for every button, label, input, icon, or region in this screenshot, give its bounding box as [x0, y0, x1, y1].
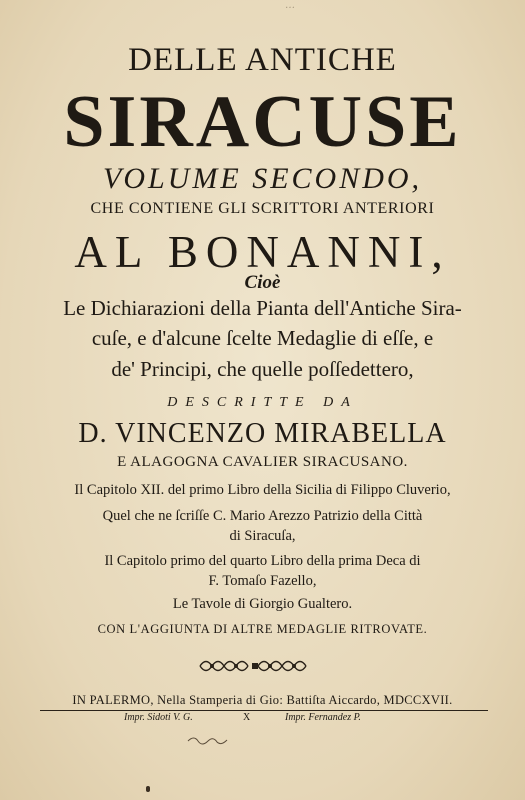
printer-ornament: [196, 655, 316, 677]
handwritten-note: …: [285, 0, 295, 11]
contains-line: CHE CONTIENE GLI SCRITTORI ANTERIORI: [90, 200, 435, 217]
contents-item: Il Capitolo primo del quarto Libro della prima Deca di: [104, 553, 421, 569]
description-line-3: de' Principi, che quelle poſſedettero,: [111, 357, 414, 381]
main-title: SIRACUSE: [63, 81, 462, 163]
permission-left: Impr. Sidoti V. G.: [124, 712, 193, 723]
cioe-line: Cioè: [244, 272, 281, 293]
contents-item: Quel che ne ſcriſſe C. Mario Arezzo Patrizio della Città: [102, 508, 423, 524]
contents-item: Le Tavole di Giorgio Gualtero.: [172, 596, 353, 612]
addition-line: CON L'AGGIUNTA DI ALTRE MEDAGLIE RITROVATE.: [97, 622, 428, 636]
contents-item: di Siracuſa,: [229, 528, 296, 544]
description-line-1: Le Dichiarazioni della Pianta dell'Antiche Sira-: [63, 296, 462, 320]
permission-right: Impr. Fernandez P.: [285, 712, 361, 723]
author-subtitle: E ALAGOGNA CAVALIER SIRACUSANO.: [117, 454, 408, 470]
author-name: D. VINCENZO MIRABELLA: [78, 418, 447, 449]
permission-mark: X: [243, 712, 251, 723]
author-ref-line: AL BONANNI,: [74, 227, 451, 277]
volume-line: VOLUME SECONDO,: [102, 162, 423, 195]
contents-item: F. Tomaſo Fazello,: [208, 573, 317, 589]
descritte-line: DESCRITTE DA: [167, 395, 358, 410]
imprint-rule: [40, 710, 488, 711]
imprint-line: IN PALERMO, Nella Stamperia di Gio: Battiſta Aiccardo, MDCCXVII.: [72, 693, 453, 707]
ink-scribble: [186, 734, 236, 748]
heading-line: DELLE ANTICHE: [128, 42, 397, 78]
ink-mark: [146, 786, 150, 792]
contents-item: Il Capitolo XII. del primo Libro della Sicilia di Filippo Cluverio,: [74, 482, 451, 498]
description-line-2: cuſe, e d'alcune ſcelte Medaglie di eſſe, e: [91, 326, 434, 350]
